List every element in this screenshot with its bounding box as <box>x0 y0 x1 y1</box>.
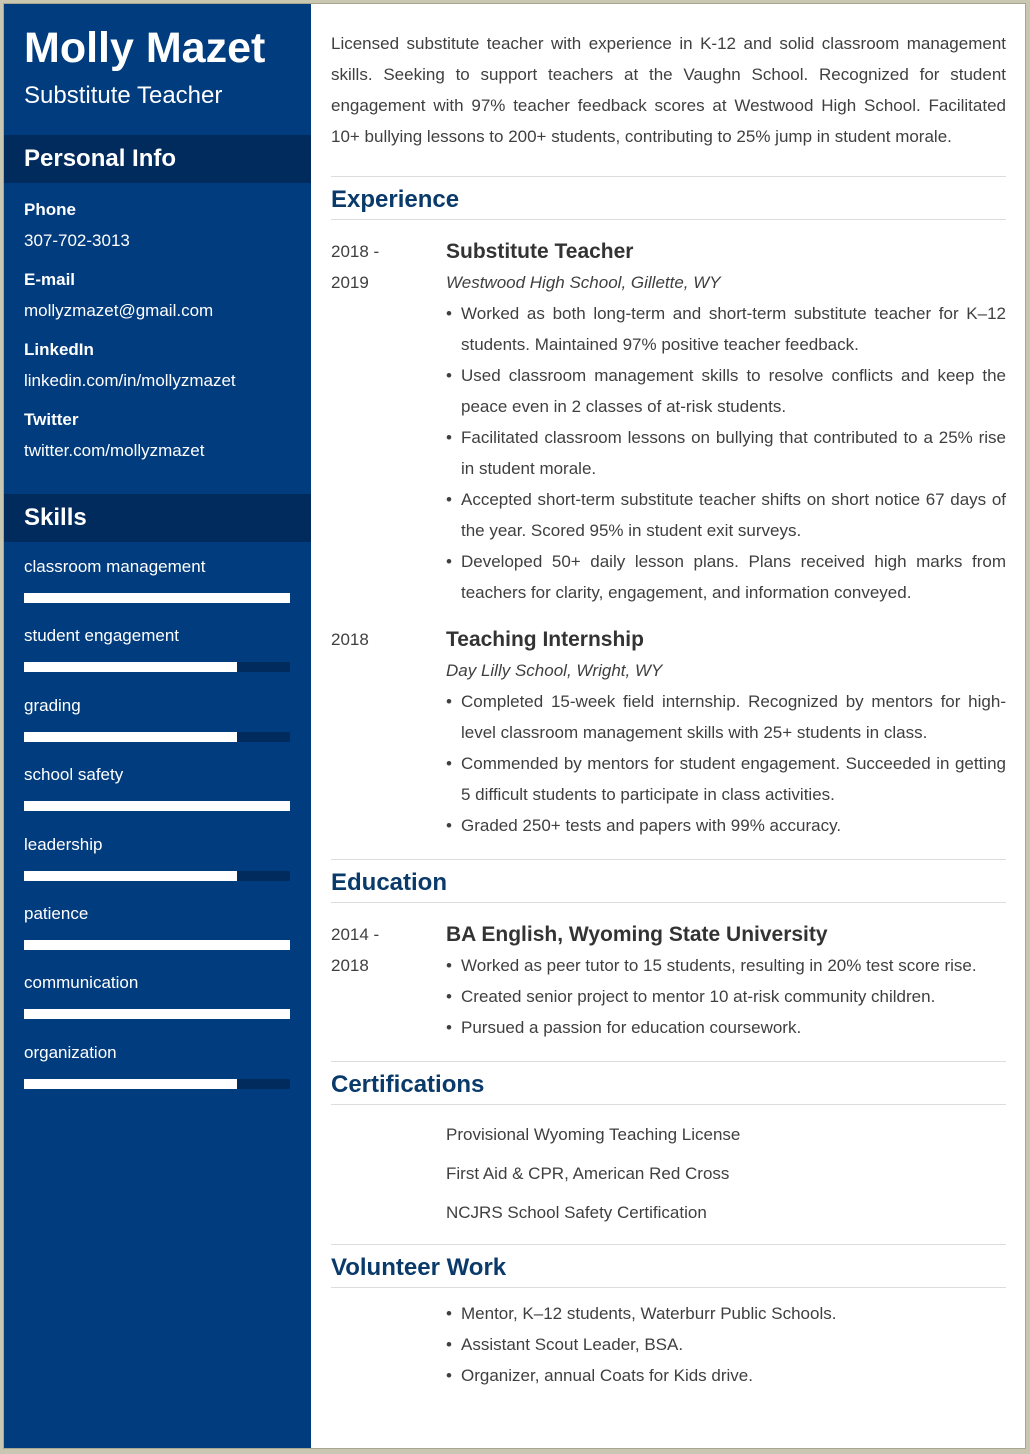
personal-info-heading: Personal Info <box>4 135 311 183</box>
experience-heading: Experience <box>331 177 1006 220</box>
skill-name: patience <box>24 903 89 923</box>
bullet-item: • Developed 50+ daily lesson plans. Plans received high marks from teachers for clarity, engagement, and information conveyed. <box>446 546 1006 608</box>
entry-title: Substitute Teacher <box>446 240 634 263</box>
bullet-item: • Accepted short-term substitute teacher shifts on short notice 67 days of the year. Scored 95% in student exit surveys. <box>446 484 1006 546</box>
skill-item <box>24 833 293 902</box>
entry-date: 2018 - 2019 <box>331 242 380 292</box>
entry-body <box>446 236 1006 608</box>
personal-info-list <box>4 183 311 477</box>
info-label: Phone <box>24 200 76 219</box>
skills-heading: Skills <box>4 494 311 542</box>
certification-item: First Aid & CPR, American Red Cross <box>446 1164 730 1183</box>
info-label: Twitter <box>24 410 79 429</box>
linkedin-value: linkedin.com/in/mollyzmazet <box>24 371 236 390</box>
skill-item <box>24 1041 293 1110</box>
info-item-linkedin <box>24 337 311 407</box>
certification-item: NCJRS School Safety Certification <box>446 1203 707 1222</box>
certification-item: Provisional Wyoming Teaching License <box>446 1125 741 1144</box>
skill-bar-fill <box>24 940 290 950</box>
resume-page <box>3 3 1026 1449</box>
entry-body <box>446 919 1006 1043</box>
skill-item <box>24 971 293 1040</box>
volunteer-item: • Mentor, K–12 students, Waterburr Public Schools. <box>446 1298 1006 1329</box>
skill-bar <box>24 871 290 881</box>
entry <box>331 919 1006 1043</box>
entry-organization: Day Lilly School, Wright, WY <box>446 661 663 680</box>
candidate-name: Molly Mazet <box>24 24 266 72</box>
experience-section <box>331 236 1006 841</box>
bullet-item: • Commended by mentors for student engagement. Succeeded in getting 5 difficult students to participate in class activities. <box>446 748 1006 810</box>
skill-bar <box>24 1079 290 1089</box>
bullet-list <box>446 298 1006 608</box>
skill-bar-fill <box>24 1079 237 1089</box>
certifications-list <box>331 1115 1006 1232</box>
skill-name: organization <box>24 1042 117 1062</box>
info-item-twitter <box>24 407 311 477</box>
skill-bar-fill <box>24 801 290 811</box>
skill-bar-fill <box>24 593 290 603</box>
skill-name: communication <box>24 973 139 993</box>
entry-title: Teaching Internship <box>446 628 644 651</box>
email-value: mollyzmazet@gmail.com <box>24 301 214 320</box>
entry-title: BA English, Wyoming State University <box>446 923 828 946</box>
main-content <box>311 4 1025 1448</box>
skill-bar <box>24 1009 290 1019</box>
certifications-heading: Certifications <box>331 1062 1006 1105</box>
bullet-item: • Created senior project to mentor 10 at-risk community children. <box>446 981 1006 1012</box>
twitter-value: twitter.com/mollyzmazet <box>24 441 205 460</box>
job-title: Substitute Teacher <box>24 82 223 109</box>
skill-bar-fill <box>24 662 237 672</box>
skill-name: grading <box>24 695 81 715</box>
skill-name: classroom management <box>24 557 206 576</box>
education-heading: Education <box>331 860 1006 903</box>
skill-bar <box>24 940 290 950</box>
bullet-list <box>446 950 1006 1043</box>
bullet-list <box>446 686 1006 841</box>
skill-item <box>24 763 293 832</box>
info-item-email <box>24 267 311 337</box>
entry-date: 2018 <box>331 630 369 649</box>
entry-body <box>446 624 1006 841</box>
skill-item <box>24 902 293 971</box>
skill-name: student engagement <box>24 626 180 646</box>
skill-item <box>24 555 293 624</box>
skill-bar-fill <box>24 732 237 742</box>
entry-date: 2014 - 2018 <box>331 925 380 975</box>
skill-bar <box>24 662 290 672</box>
summary: Licensed substitute teacher with experience in K-12 and solid classroom management skills. Seeking to support teachers at the Vaughn School. Recognized for student engagement with 97% teacher feedback scores at Westwood High School. Facilitated 10+ bullying lessons to 200+ students, contributing to 25% jump in student morale. <box>331 28 1006 177</box>
phone-value: 307-702-3013 <box>24 231 130 250</box>
skill-name: school safety <box>24 765 124 785</box>
skill-item <box>24 694 293 763</box>
volunteer-item: • Organizer, annual Coats for Kids drive. <box>446 1360 1006 1391</box>
sidebar <box>4 4 311 1448</box>
skill-bar-fill <box>24 1009 290 1019</box>
skills-list <box>4 542 311 1110</box>
info-label: E-mail <box>24 270 76 289</box>
entry <box>331 236 1006 608</box>
skill-bar-fill <box>24 871 237 881</box>
skill-item <box>24 624 293 693</box>
skill-bar <box>24 732 290 742</box>
bullet-item: • Completed 15-week field internship. Recognized by mentors for high-level classroom management skills with 25+ students in class. <box>446 686 1006 748</box>
bullet-item: • Pursued a passion for education coursework. <box>446 1012 1006 1043</box>
bullet-item: • Worked as peer tutor to 15 students, resulting in 20% test score rise. <box>446 950 1006 981</box>
skill-bar <box>24 801 290 811</box>
volunteer-item: • Assistant Scout Leader, BSA. <box>446 1329 1006 1360</box>
volunteer-heading: Volunteer Work <box>331 1245 1006 1288</box>
info-item-phone <box>24 197 311 267</box>
education-section <box>331 919 1006 1043</box>
bullet-item: • Used classroom management skills to resolve conflicts and keep the peace even in 2 classes of at-risk students. <box>446 360 1006 422</box>
bullet-item: • Graded 250+ tests and papers with 99% accuracy. <box>446 810 1006 841</box>
volunteer-list <box>331 1298 1006 1391</box>
skill-bar <box>24 593 290 603</box>
bullet-item: • Worked as both long-term and short-term substitute teacher for K–12 students. Maintained 97% positive teacher feedback. <box>446 298 1006 360</box>
info-label: LinkedIn <box>24 340 94 359</box>
bullet-item: • Facilitated classroom lessons on bullying that contributed to a 25% rise in student morale. <box>446 422 1006 484</box>
entry <box>331 624 1006 841</box>
entry-organization: Westwood High School, Gillette, WY <box>446 273 721 292</box>
skill-name: leadership <box>24 834 103 854</box>
